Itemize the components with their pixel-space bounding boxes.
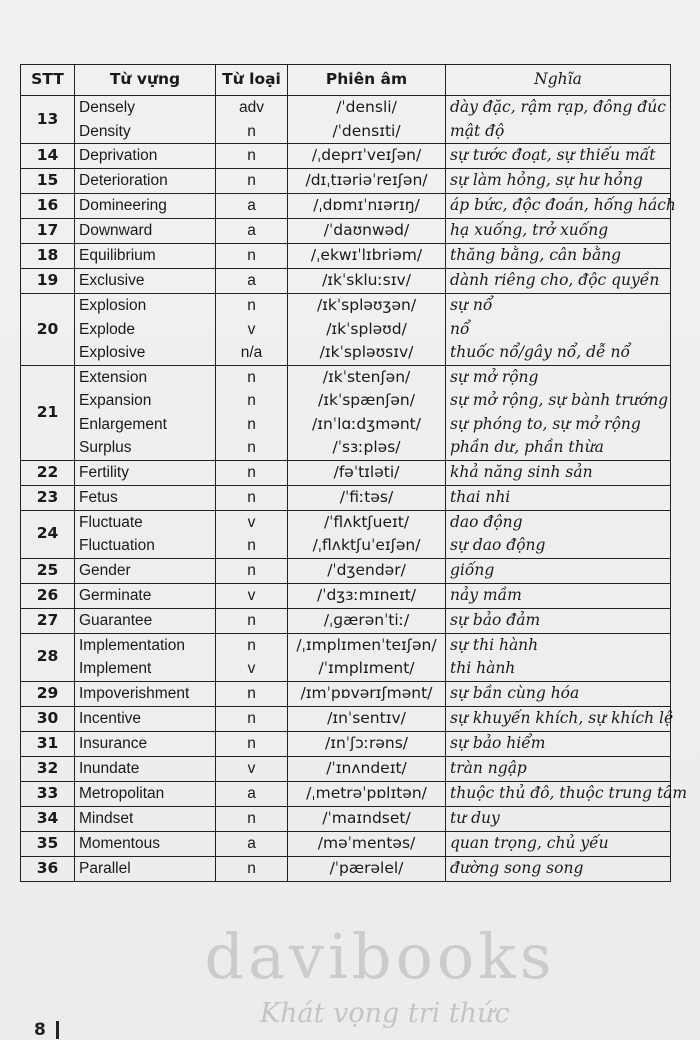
pos-cell-line: v (247, 759, 256, 777)
table-row (21, 831, 671, 856)
ipa-cell (288, 633, 446, 681)
word-cell-line: Enlargement (79, 415, 167, 433)
ipa-cell-line: /ˌmetrəˈpɒlɪtən/ (306, 783, 427, 802)
meaning-cell (446, 706, 674, 731)
meaning-cell-line: sự tước đoạt, sự thiếu mất (450, 146, 656, 165)
word-cell-line: Implementation (79, 636, 185, 654)
meaning-cell (446, 269, 671, 294)
meaning-cell-line: đường song song (450, 858, 584, 877)
ipa-cell-line: /ˈfiːtəs/ (339, 487, 394, 506)
word-cell-line: Incentive (79, 709, 142, 727)
meaning-cell (446, 583, 671, 608)
pos-cell-line: a (247, 784, 256, 802)
table-row (21, 244, 671, 269)
ipa-cell-line: /ˈpærəlel/ (329, 858, 404, 877)
pos-cell-line: v (247, 320, 256, 338)
table-row (21, 558, 671, 583)
ipa-cell-line: /ɪnˈsentɪv/ (327, 708, 406, 727)
pos-cell-line: v (247, 660, 256, 677)
ipa-cell-line: /ˈdaʊnwəd/ (323, 221, 410, 240)
vocabulary-table (20, 64, 688, 882)
publisher-watermark: davibooks (204, 920, 556, 993)
word-cell (75, 194, 216, 219)
table-header-row (21, 65, 671, 96)
meaning-cell-line: sự làm hỏng, sự hư hỏng (450, 171, 643, 190)
header-meaning: Nghĩa (446, 65, 671, 96)
ipa-cell-line: /ɪkˈskluːsɪv/ (322, 271, 411, 290)
pos-cell-line: n (247, 392, 256, 409)
pos-cell (216, 781, 288, 806)
pos-cell-line: n (247, 297, 256, 314)
pos-cell-line: n (247, 122, 256, 140)
ipa-cell-line: /ˌdɒmɪˈnɪərɪŋ/ (313, 196, 420, 215)
pos-cell (216, 219, 288, 244)
word-cell (75, 485, 216, 510)
pos-cell (216, 608, 288, 633)
word-cell-line: Impoverishment (79, 684, 190, 702)
pos-cell-line: n (247, 734, 256, 752)
ipa-cell-line: /ˈflʌktʃueɪt/ (323, 512, 410, 531)
table-row (21, 144, 671, 169)
pos-cell-line: n (247, 561, 256, 579)
word-cell (75, 269, 216, 294)
ipa-cell-line: /ˈmaɪndset/ (322, 808, 411, 827)
word-cell (75, 244, 216, 269)
ipa-cell (288, 294, 446, 366)
pos-cell (216, 294, 288, 366)
word-cell-line: Germinate (79, 586, 152, 604)
pos-cell (216, 681, 288, 706)
ipa-cell-line: /məˈmentəs/ (317, 833, 416, 852)
word-cell (75, 510, 216, 558)
stt-cell: 36 (21, 856, 75, 881)
meaning-cell (446, 219, 671, 244)
word-cell (75, 731, 216, 756)
word-cell (75, 169, 216, 194)
ipa-cell (288, 856, 446, 881)
word-cell-line: Density (79, 122, 131, 140)
meaning-cell (446, 731, 671, 756)
ipa-cell-line: /ˈdensli/ (336, 98, 397, 116)
word-cell (75, 856, 216, 881)
word-cell-line: Explosive (79, 344, 146, 361)
pos-cell-line: n (247, 147, 256, 165)
pos-cell (216, 558, 288, 583)
ipa-cell-line: /ɪkˈspləʊd/ (326, 319, 407, 338)
meaning-cell-line: nổ (450, 319, 470, 338)
word-cell (75, 633, 216, 681)
pos-cell (216, 756, 288, 781)
meaning-cell-line: sự thi hành (450, 635, 539, 654)
word-cell (75, 756, 216, 781)
table-body (21, 96, 688, 882)
ipa-cell-line: /ˈɪnʌndeɪt/ (326, 758, 407, 777)
ipa-cell-line: /ˌflʌktʃuˈeɪʃən/ (312, 536, 421, 554)
meaning-cell-line: thăng bằng, cân bằng (450, 246, 622, 265)
ipa-cell-line: /ˈdʒendər/ (327, 560, 406, 579)
meaning-cell (446, 558, 671, 583)
meaning-cell-line: dành riêng cho, độc quyền (450, 271, 660, 290)
ipa-cell-line: /ɪkˈspləʊʒən/ (316, 296, 417, 314)
table-row (21, 583, 671, 608)
word-cell-line: Momentous (79, 834, 160, 852)
pos-cell (216, 244, 288, 269)
table-row (21, 681, 671, 706)
meaning-cell-line: thuốc nổ/gây nổ, dễ nổ (450, 343, 630, 361)
meaning-cell-line: hạ xuống, trở xuống (450, 221, 609, 240)
word-cell-line: Fetus (79, 488, 118, 506)
stt-cell: 24 (21, 510, 75, 558)
table-row (21, 608, 671, 633)
stt-cell: 32 (21, 756, 75, 781)
stt-cell: 13 (21, 96, 75, 144)
stt-cell: 16 (21, 194, 75, 219)
meaning-cell-line: sự mở rộng (450, 367, 539, 386)
stt-cell: 35 (21, 831, 75, 856)
header-pos: Từ loại (216, 65, 288, 96)
pos-cell (216, 169, 288, 194)
meaning-cell (446, 244, 671, 269)
stt-cell: 20 (21, 294, 75, 366)
word-cell-line: Guarantee (79, 611, 153, 629)
meaning-cell-line: khả năng sinh sản (450, 462, 593, 481)
table-row (21, 806, 671, 831)
pos-cell (216, 144, 288, 169)
meaning-cell (446, 96, 671, 144)
ipa-cell (288, 194, 446, 219)
meaning-cell-line: sự bảo hiểm (450, 733, 546, 752)
stt-cell: 25 (21, 558, 75, 583)
meaning-cell (446, 781, 688, 806)
table-row (21, 365, 671, 460)
word-cell-line: Implement (79, 660, 152, 677)
word-cell-line: Mindset (79, 809, 134, 827)
meaning-cell-line: nảy mầm (450, 585, 522, 604)
ipa-cell (288, 485, 446, 510)
word-cell-line: Fluctuate (79, 513, 143, 531)
pos-cell (216, 706, 288, 731)
ipa-cell (288, 706, 446, 731)
meaning-cell-line: giống (450, 560, 495, 579)
word-cell-line: Parallel (79, 859, 131, 877)
ipa-cell-line: /ˌɪmplɪmenˈteɪʃən/ (296, 635, 437, 654)
table-row (21, 96, 671, 144)
pos-cell-line: n (247, 809, 256, 827)
word-cell-line: Explode (79, 320, 136, 338)
meaning-cell (446, 806, 671, 831)
pos-cell-line: n (247, 859, 256, 877)
pos-cell (216, 831, 288, 856)
pos-cell-line: n (247, 611, 256, 629)
word-cell (75, 831, 216, 856)
ipa-cell-line: /ˌdeprɪˈveɪʃən/ (311, 146, 422, 165)
page-number: 8 (34, 1020, 46, 1040)
word-cell-line: Gender (79, 561, 131, 579)
pos-cell-line: a (247, 222, 256, 240)
ipa-cell-line: /fəˈtɪləti/ (333, 462, 400, 481)
ipa-cell (288, 558, 446, 583)
pos-cell (216, 856, 288, 881)
word-cell-line: Extension (79, 368, 148, 386)
meaning-cell (446, 144, 671, 169)
stt-cell: 21 (21, 365, 75, 460)
pos-cell (216, 460, 288, 485)
stt-cell: 29 (21, 681, 75, 706)
stt-cell: 22 (21, 460, 75, 485)
meaning-cell-line: mật độ (450, 121, 505, 140)
meaning-cell-line: sự phóng to, sự mở rộng (450, 414, 641, 433)
meaning-cell (446, 169, 671, 194)
stt-cell: 34 (21, 806, 75, 831)
word-cell (75, 96, 216, 144)
meaning-cell-line: sự bần cùng hóa (450, 683, 580, 702)
ipa-cell (288, 219, 446, 244)
pos-cell (216, 365, 288, 460)
stt-cell: 18 (21, 244, 75, 269)
meaning-cell (446, 365, 671, 460)
pos-cell-line: n (247, 172, 256, 190)
ipa-cell-line: /ˈsɜːpləs/ (332, 438, 401, 456)
meaning-cell-line: thai nhi (450, 487, 511, 506)
pos-cell-line: n (247, 488, 256, 506)
word-cell-line: Equilibrium (79, 247, 156, 265)
meaning-cell (446, 831, 671, 856)
word-cell-line: Expansion (79, 392, 152, 409)
table-row (21, 731, 671, 756)
header-ipa: Phiên âm (288, 65, 446, 96)
pos-cell-line: n (247, 439, 256, 456)
meaning-cell-line: sự nổ (450, 296, 493, 314)
word-cell (75, 681, 216, 706)
pos-cell-line: n (247, 463, 256, 481)
ipa-cell-line: /ɪnˈʃɔːrəns/ (324, 733, 409, 752)
stt-cell: 26 (21, 583, 75, 608)
table-row (21, 219, 671, 244)
meaning-cell-line: sự khuyến khích, sự khích lệ (450, 708, 674, 727)
word-cell (75, 460, 216, 485)
publisher-slogan: Khát vọng tri thức (260, 998, 510, 1029)
ipa-cell (288, 144, 446, 169)
word-cell (75, 558, 216, 583)
pos-cell-line: n (247, 709, 256, 727)
meaning-cell-line: dày đặc, rậm rạp, đông đúc (450, 98, 666, 116)
ipa-cell-line: /dɪˌtɪəriəˈreɪʃən/ (305, 171, 428, 190)
stt-cell: 27 (21, 608, 75, 633)
word-cell (75, 144, 216, 169)
pos-cell (216, 485, 288, 510)
pos-cell (216, 806, 288, 831)
table-row (21, 169, 671, 194)
pos-cell-line: v (247, 513, 256, 531)
meaning-cell (446, 485, 671, 510)
table-row (21, 633, 671, 681)
ipa-cell-line: /ˌɡærənˈtiː/ (323, 610, 410, 629)
meaning-cell-line: thuộc thủ đô, thuộc trung tâm (450, 783, 688, 802)
meaning-cell (446, 756, 671, 781)
page-number-divider (56, 1021, 59, 1039)
pos-cell (216, 731, 288, 756)
ipa-cell (288, 365, 446, 460)
stt-cell: 28 (21, 633, 75, 681)
word-cell-line: Deterioration (79, 172, 168, 190)
table-row (21, 706, 671, 731)
pos-cell-line: n (247, 415, 256, 433)
ipa-cell (288, 169, 446, 194)
stt-cell: 23 (21, 485, 75, 510)
ipa-cell (288, 831, 446, 856)
table-row (21, 269, 671, 294)
word-cell-line: Explosion (79, 297, 147, 314)
stt-cell: 15 (21, 169, 75, 194)
table-row (21, 756, 671, 781)
word-cell-line: Surplus (79, 439, 132, 456)
word-cell (75, 219, 216, 244)
meaning-cell (446, 856, 671, 881)
pos-cell (216, 194, 288, 219)
word-cell-line: Deprivation (79, 147, 158, 165)
meaning-cell-line: thi hành (450, 659, 516, 677)
word-cell (75, 583, 216, 608)
ipa-cell-line: /ɪkˈspænʃən/ (318, 391, 415, 409)
ipa-cell (288, 269, 446, 294)
meaning-cell (446, 681, 671, 706)
meaning-cell-line: sự dao động (450, 536, 546, 554)
word-cell-line: Metropolitan (79, 784, 165, 802)
ipa-cell (288, 608, 446, 633)
meaning-cell (446, 608, 671, 633)
pos-cell (216, 633, 288, 681)
meaning-cell-line: áp bức, độc đoán, hống hách (450, 196, 676, 215)
ipa-cell-line: /ˌekwɪˈlɪbriəm/ (310, 246, 423, 265)
word-cell-line: Fluctuation (79, 537, 155, 554)
table-row (21, 856, 671, 881)
word-cell-line: Fertility (79, 463, 129, 481)
pos-cell-line: n (247, 537, 256, 554)
word-cell-line: Exclusive (79, 272, 145, 290)
ipa-cell (288, 96, 446, 144)
table-row (21, 460, 671, 485)
meaning-cell-line: tràn ngập (450, 758, 527, 777)
pos-cell (216, 510, 288, 558)
word-cell-line: Inundate (79, 759, 140, 777)
header-word: Từ vựng (75, 65, 216, 96)
meaning-cell (446, 294, 671, 366)
ipa-cell (288, 681, 446, 706)
ipa-cell (288, 756, 446, 781)
meaning-cell (446, 194, 676, 219)
pos-cell (216, 583, 288, 608)
word-cell (75, 608, 216, 633)
stt-cell: 19 (21, 269, 75, 294)
ipa-cell-line: /ɪmˈpɒvərɪʃmənt/ (300, 683, 433, 702)
ipa-cell (288, 244, 446, 269)
pos-cell-line: n/a (240, 344, 263, 361)
stt-cell: 17 (21, 219, 75, 244)
pos-cell-line: a (247, 834, 256, 852)
stt-cell: 31 (21, 731, 75, 756)
ipa-cell-line: /ˈɪmplɪment/ (318, 659, 415, 677)
meaning-cell-line: tư duy (450, 808, 500, 827)
ipa-cell-line: /ˈdensɪti/ (332, 121, 401, 140)
pos-cell (216, 96, 288, 144)
table-row (21, 194, 671, 219)
ipa-cell-line: /ˈdʒɜːmɪneɪt/ (316, 585, 417, 604)
ipa-cell-line: /ɪnˈlɑːdʒmənt/ (312, 414, 421, 433)
ipa-cell (288, 731, 446, 756)
meaning-cell (446, 460, 671, 485)
word-cell (75, 706, 216, 731)
pos-cell-line: n (247, 368, 256, 386)
meaning-cell-line: sự bảo đảm (450, 610, 541, 629)
word-cell-line: Domineering (79, 197, 167, 215)
stt-cell: 33 (21, 781, 75, 806)
word-cell (75, 806, 216, 831)
ipa-cell (288, 806, 446, 831)
word-cell (75, 294, 216, 366)
stt-cell: 30 (21, 706, 75, 731)
word-cell-line: Densely (79, 99, 135, 116)
pos-cell (216, 269, 288, 294)
meaning-cell (446, 510, 671, 558)
meaning-cell (446, 633, 671, 681)
pos-cell-line: n (247, 684, 256, 702)
meaning-cell-line: sự mở rộng, sự bành trướng (450, 391, 669, 409)
meaning-cell-line: dao động (450, 512, 523, 531)
table-row (21, 781, 671, 806)
ipa-cell (288, 583, 446, 608)
ipa-cell-line: /ɪkˈspləʊsɪv/ (319, 343, 414, 361)
pos-cell-line: n (247, 636, 256, 654)
meaning-cell-line: quan trọng, chủ yếu (450, 833, 609, 852)
pos-cell-line: a (247, 272, 256, 290)
pos-cell-line: adv (239, 99, 264, 116)
word-cell (75, 781, 216, 806)
word-cell (75, 365, 216, 460)
ipa-cell (288, 781, 446, 806)
word-cell-line: Insurance (79, 734, 148, 752)
ipa-cell-line: /ɪkˈstenʃən/ (322, 367, 411, 386)
ipa-cell (288, 510, 446, 558)
word-cell-line: Downward (79, 222, 153, 240)
table-row (21, 485, 671, 510)
table-row (21, 510, 671, 558)
pos-cell-line: v (247, 586, 256, 604)
pos-cell-line: n (247, 247, 256, 265)
ipa-cell (288, 460, 446, 485)
pos-cell-line: a (247, 197, 256, 215)
meaning-cell-line: phần dư, phần thừa (450, 438, 604, 456)
header-stt: STT (21, 65, 75, 96)
stt-cell: 14 (21, 144, 75, 169)
table-row (21, 294, 671, 366)
